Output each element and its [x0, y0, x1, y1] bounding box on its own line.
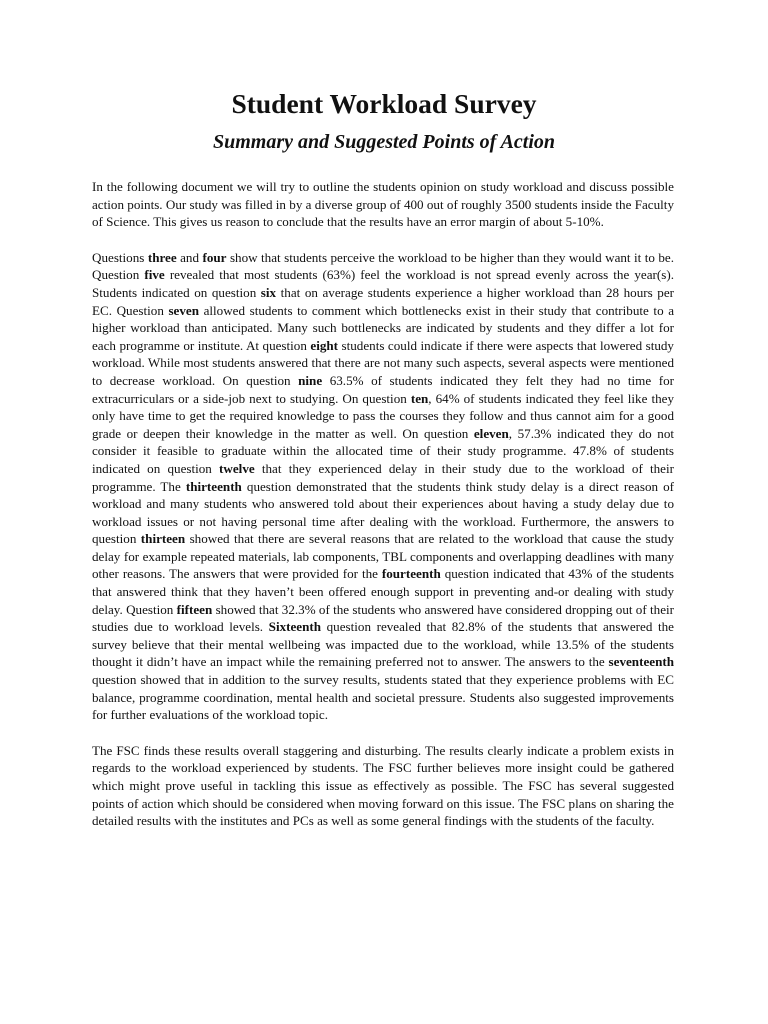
question-ref: seven	[168, 302, 200, 318]
findings-text: students could indicate if there were aspects that lowered study workload. While most students answered that there are not many such aspects, several aspects were mentioned to decrease workload. On question	[92, 337, 674, 388]
findings-text: , 57.3% indicated they do not consider it feasible to graduate within the allocated time of their study programme. 47.8% of students indicated on question	[92, 425, 674, 476]
findings-text: question revealed that 82.8% of the students that answered the survey believe that their mental wellbeing was impacted due to the workload, while 13.5% of the students thought it didn’t have an impact while the remaining preferred not to answer. The answers to the	[92, 619, 674, 670]
findings-paragraph	[92, 249, 674, 724]
findings-text: and	[176, 249, 203, 265]
question-ref: three	[147, 249, 177, 265]
question-ref: six	[260, 284, 277, 300]
findings-text: revealed that most students (63%) feel the workload is not spread evenly across the year(s). Students indicated on question	[92, 267, 674, 300]
question-ref: thirteen	[140, 531, 186, 547]
findings-text: Questions	[92, 249, 148, 265]
question-ref: eleven	[473, 425, 509, 441]
findings-text: showed that 32.3% of the students who answered have considered dropping out of their studies due to workload levels.	[92, 601, 675, 635]
question-ref: Sixteenth	[268, 619, 322, 635]
findings-text: show that students perceive the workload to be higher than they would want it to be. Question	[92, 249, 674, 283]
document-body	[92, 178, 674, 848]
findings-text: that they experienced delay in their study due to the workload of their programme. The	[92, 460, 674, 494]
question-ref: four	[202, 249, 227, 265]
document-title: Student Workload Survey	[231, 88, 537, 119]
question-ref: thirteenth	[185, 478, 242, 494]
findings-text: allowed students to comment which bottlenecks exist in their study that contribute to a higher workload than anticipated. Many such bottlenecks are indicated by students and they differ a lot for each programme or institute. At question	[92, 302, 675, 353]
findings-text: question indicated that 43% of the students that answered think that they haven’t been offered enough support in preventing and-or dealing with study delay. Question	[92, 566, 674, 617]
findings-text: question showed that in addition to the survey results, students stated that they experience problems with EC balance, programme coordination, mental health and societal pressure. Students also suggested improvements for further evaluations of the workload topic.	[92, 672, 674, 723]
findings-text: showed that there are several reasons that are related to the workload that cause the study delay for example repeated materials, lab components, TBL components and overlapping deadlines with many other reasons. The answers that were provided for the	[92, 531, 674, 582]
intro-paragraph: In the following document we will try to outline the students opinion on study workload and discuss possible action points. Our study was filled in by a diverse group of 400 out of roughly 3500 students inside the Faculty of Science. This gives us reason to conclude that the results have an error margin of about 5-10%.	[92, 179, 674, 230]
findings-text: 63.5% of students indicated they felt they had no time for extracurriculars or a side-job next to studying. On question	[92, 372, 674, 406]
findings-text: that on average students experience a higher workload than 28 hours per EC. Question	[92, 284, 674, 318]
question-ref: fourteenth	[381, 566, 441, 582]
question-ref: seventeenth	[608, 654, 674, 670]
question-ref: eight	[310, 337, 339, 353]
question-ref: five	[144, 267, 165, 283]
document-subtitle: Summary and Suggested Points of Action	[212, 131, 556, 153]
findings-text: , 64% of students indicated they feel like they only have time to get the required knowledge to pass the courses they follow and thus cannot aim for a good grade or deepen their knowledge in the matter as well. On question	[92, 390, 674, 441]
question-ref: ten	[410, 390, 429, 406]
findings-text: question demonstrated that the students think study delay is a direct reason of workload and many students who answered told about their experiences about having a study delay due to workload issues or not having personal time after dealing with the workload. Furthermore, the answers to question	[92, 478, 674, 547]
question-ref: nine	[298, 372, 323, 388]
question-ref: twelve	[219, 460, 255, 476]
question-ref: fifteen	[176, 601, 213, 617]
conclusion-paragraph: The FSC finds these results overall staggering and disturbing. The results clearly indicate a problem exists in regards to the workload experienced by students. The FSC further believes more insight could be gathered which might prove useful in tackling this issue as effectively as possible. The FSC has several suggested points of action which should be considered when moving forward on this issue. The FSC plans on sharing the detailed results with the institutes and PCs as well as some general findings with the students of the faculty.	[92, 742, 674, 829]
